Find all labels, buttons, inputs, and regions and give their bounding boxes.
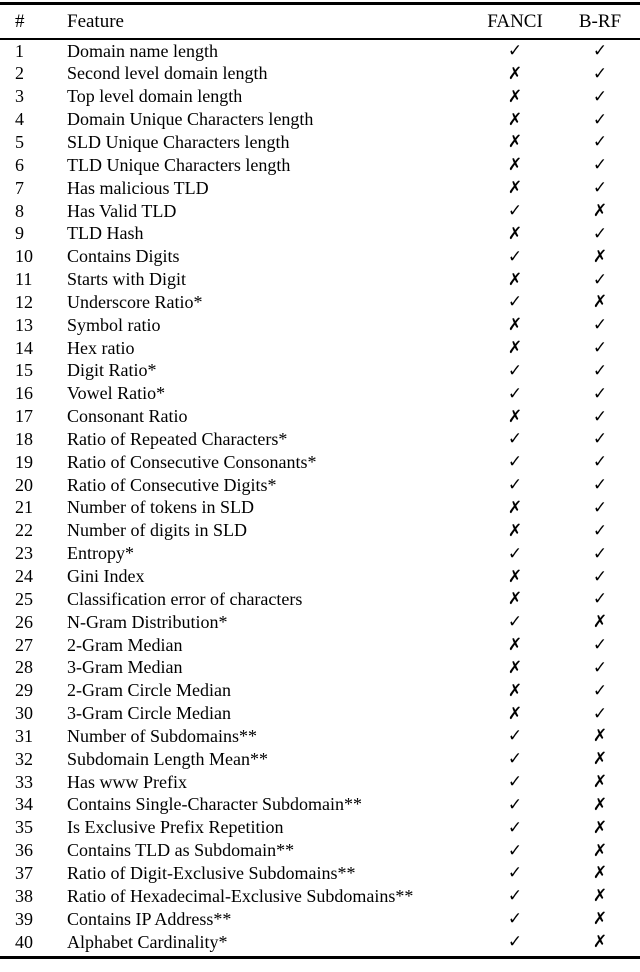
brf-mark: ✗ [592,886,608,907]
fanci-mark: ✓ [507,475,523,496]
brf-mark: ✓ [592,132,608,153]
fanci-mark: ✓ [507,612,523,633]
table-row [0,291,640,314]
row-number: 1 [15,40,24,61]
brf-mark: ✗ [592,612,608,633]
column-header-number: # [15,10,25,32]
brf-mark: ✗ [592,840,608,861]
brf-mark: ✗ [592,246,608,267]
row-number: 36 [15,840,33,861]
table-row [0,314,640,337]
table-row [0,839,640,862]
table-row [0,748,640,771]
row-number: 14 [15,337,33,358]
fanci-mark: ✗ [507,497,523,518]
fanci-mark: ✗ [507,155,523,176]
row-number: 5 [15,131,24,152]
fanci-mark: ✗ [507,338,523,359]
feature-name: 2-Gram Circle Median [67,680,231,701]
brf-mark: ✓ [592,269,608,290]
table-row [0,771,640,794]
fanci-mark: ✗ [507,589,523,610]
feature-name: Gini Index [67,566,145,587]
fanci-mark: ✓ [507,201,523,222]
row-number: 30 [15,703,33,724]
brf-mark: ✓ [592,452,608,473]
feature-name: Domain name length [67,40,218,61]
brf-mark: ✓ [592,41,608,62]
row-number: 18 [15,428,33,449]
row-number: 40 [15,931,33,952]
row-number: 32 [15,748,33,769]
row-number: 23 [15,543,33,564]
brf-mark: ✗ [592,292,608,313]
table-row [0,497,640,520]
feature-name: Number of tokens in SLD [67,497,254,518]
brf-mark: ✓ [592,703,608,724]
table-row [0,794,640,817]
feature-name: Contains IP Address** [67,908,232,929]
row-number: 27 [15,634,33,655]
row-number: 20 [15,474,33,495]
brf-mark: ✓ [592,315,608,336]
table-row [0,360,640,383]
table-row [0,428,640,451]
row-number: 22 [15,520,33,541]
column-header-feature: Feature [67,10,124,32]
table-row [0,725,640,748]
row-number: 11 [15,269,33,290]
row-number: 24 [15,566,33,587]
table-row [0,862,640,885]
brf-mark: ✗ [592,749,608,770]
row-number: 2 [15,63,24,84]
row-number: 29 [15,680,33,701]
feature-name: Hex ratio [67,337,135,358]
row-number: 28 [15,657,33,678]
row-number: 10 [15,246,33,267]
fanci-mark: ✗ [507,223,523,244]
column-header-brf: B-RF [578,10,622,32]
fanci-mark: ✗ [507,132,523,153]
brf-mark: ✓ [592,566,608,587]
feature-name: Consonant Ratio [67,406,188,427]
fanci-mark: ✓ [507,794,523,815]
feature-comparison-table [0,2,640,959]
fanci-mark: ✓ [507,726,523,747]
row-number: 38 [15,885,33,906]
feature-name: Ratio of Digit-Exclusive Subdomains** [67,862,356,883]
fanci-mark: ✓ [507,909,523,930]
row-number: 26 [15,611,33,632]
row-number: 13 [15,314,33,335]
table-row [0,656,640,679]
feature-name: Classification error of characters [67,588,303,609]
brf-mark: ✓ [592,223,608,244]
table-row [0,337,640,360]
fanci-mark: ✓ [507,886,523,907]
feature-name: Alphabet Cardinality* [67,931,228,952]
feature-name: Subdomain Length Mean** [67,748,268,769]
fanci-mark: ✗ [507,520,523,541]
feature-name: Has Valid TLD [67,200,177,221]
row-number: 3 [15,86,24,107]
row-number: 16 [15,383,33,404]
table-row [0,108,640,131]
row-number: 15 [15,360,33,381]
row-number: 33 [15,771,33,792]
feature-name: SLD Unique Characters length [67,131,290,152]
row-number: 25 [15,588,33,609]
table-row [0,474,640,497]
table-row [0,200,640,223]
brf-mark: ✓ [592,429,608,450]
fanci-mark: ✓ [507,863,523,884]
feature-name: TLD Hash [67,223,144,244]
row-number: 19 [15,451,33,472]
feature-name: Domain Unique Characters length [67,109,314,130]
feature-name: N-Gram Distribution* [67,611,228,632]
table-row [0,519,640,542]
brf-mark: ✗ [592,772,608,793]
feature-name: TLD Unique Characters length [67,154,291,175]
table-row [0,611,640,634]
table-row [0,931,640,954]
brf-mark: ✓ [592,360,608,381]
fanci-mark: ✗ [507,109,523,130]
brf-mark: ✗ [592,726,608,747]
table-row [0,908,640,931]
brf-mark: ✓ [592,497,608,518]
table-row [0,63,640,86]
feature-name: Vowel Ratio* [67,383,166,404]
brf-mark: ✗ [592,794,608,815]
row-number: 37 [15,862,33,883]
column-header-fanci: FANCI [487,10,543,32]
table-row [0,40,640,63]
table-row [0,542,640,565]
row-number: 12 [15,291,33,312]
brf-mark: ✓ [592,657,608,678]
fanci-mark: ✗ [507,680,523,701]
feature-name: Entropy* [67,543,134,564]
brf-mark: ✓ [592,589,608,610]
fanci-mark: ✓ [507,772,523,793]
row-number: 4 [15,109,24,130]
brf-mark: ✓ [592,520,608,541]
feature-name: 3-Gram Median [67,657,183,678]
table-row [0,131,640,154]
feature-name: Starts with Digit [67,269,187,290]
fanci-mark: ✗ [507,178,523,199]
table-row [0,702,640,725]
brf-mark: ✗ [592,909,608,930]
table-bottom-rule [0,956,640,959]
brf-mark: ✓ [592,680,608,701]
feature-name: Ratio of Repeated Characters* [67,428,288,449]
table-row [0,405,640,428]
row-number: 8 [15,200,24,221]
table-row [0,268,640,291]
brf-mark: ✗ [592,817,608,838]
brf-mark: ✗ [592,932,608,953]
fanci-mark: ✗ [507,315,523,336]
feature-name: Is Exclusive Prefix Repetition [67,817,284,838]
fanci-mark: ✓ [507,383,523,404]
feature-name: Ratio of Consecutive Digits* [67,474,277,495]
fanci-mark: ✓ [507,452,523,473]
fanci-mark: ✗ [507,566,523,587]
fanci-mark: ✓ [507,360,523,381]
fanci-mark: ✗ [507,406,523,427]
table-header-row [0,5,640,38]
table-row [0,588,640,611]
feature-name: Second level domain length [67,63,268,84]
fanci-mark: ✗ [507,657,523,678]
fanci-mark: ✓ [507,840,523,861]
feature-name: Contains Single-Character Subdomain** [67,794,362,815]
fanci-mark: ✓ [507,817,523,838]
table-row [0,382,640,405]
table-row [0,85,640,108]
brf-mark: ✗ [592,201,608,222]
table-row [0,679,640,702]
brf-mark: ✓ [592,383,608,404]
brf-mark: ✗ [592,863,608,884]
row-number: 17 [15,406,33,427]
table-row [0,634,640,657]
row-number: 31 [15,725,33,746]
row-number: 34 [15,794,33,815]
fanci-mark: ✓ [507,292,523,313]
feature-name: Has www Prefix [67,771,187,792]
feature-name: Number of digits in SLD [67,520,247,541]
feature-name: 3-Gram Circle Median [67,703,231,724]
table-row [0,154,640,177]
feature-name: Ratio of Consecutive Consonants* [67,451,317,472]
brf-mark: ✓ [592,543,608,564]
feature-name: Top level domain length [67,86,243,107]
fanci-mark: ✓ [507,543,523,564]
row-number: 21 [15,497,33,518]
table-row [0,451,640,474]
feature-name: 2-Gram Median [67,634,183,655]
brf-mark: ✓ [592,635,608,656]
feature-name: Contains Digits [67,246,180,267]
fanci-mark: ✗ [507,86,523,107]
brf-mark: ✓ [592,475,608,496]
row-number: 39 [15,908,33,929]
brf-mark: ✓ [592,178,608,199]
feature-name: Digit Ratio* [67,360,157,381]
fanci-mark: ✗ [507,63,523,84]
fanci-mark: ✓ [507,246,523,267]
brf-mark: ✓ [592,63,608,84]
feature-name: Ratio of Hexadecimal-Exclusive Subdomains** [67,885,414,906]
brf-mark: ✓ [592,86,608,107]
fanci-mark: ✓ [507,749,523,770]
row-number: 6 [15,154,24,175]
table-row [0,222,640,245]
table-row [0,565,640,588]
table-row [0,816,640,839]
brf-mark: ✓ [592,109,608,130]
brf-mark: ✓ [592,406,608,427]
fanci-mark: ✓ [507,41,523,62]
fanci-mark: ✗ [507,269,523,290]
feature-name: Underscore Ratio* [67,291,203,312]
brf-mark: ✓ [592,155,608,176]
row-number: 7 [15,177,24,198]
feature-name: Symbol ratio [67,314,161,335]
row-number: 9 [15,223,24,244]
fanci-mark: ✓ [507,429,523,450]
feature-table-body [0,40,640,954]
table-row [0,885,640,908]
feature-name: Contains TLD as Subdomain** [67,840,295,861]
fanci-mark: ✓ [507,932,523,953]
brf-mark: ✓ [592,338,608,359]
feature-name: Has malicious TLD [67,177,209,198]
row-number: 35 [15,817,33,838]
table-row [0,177,640,200]
fanci-mark: ✗ [507,635,523,656]
feature-name: Number of Subdomains** [67,725,257,746]
fanci-mark: ✗ [507,703,523,724]
table-row [0,245,640,268]
